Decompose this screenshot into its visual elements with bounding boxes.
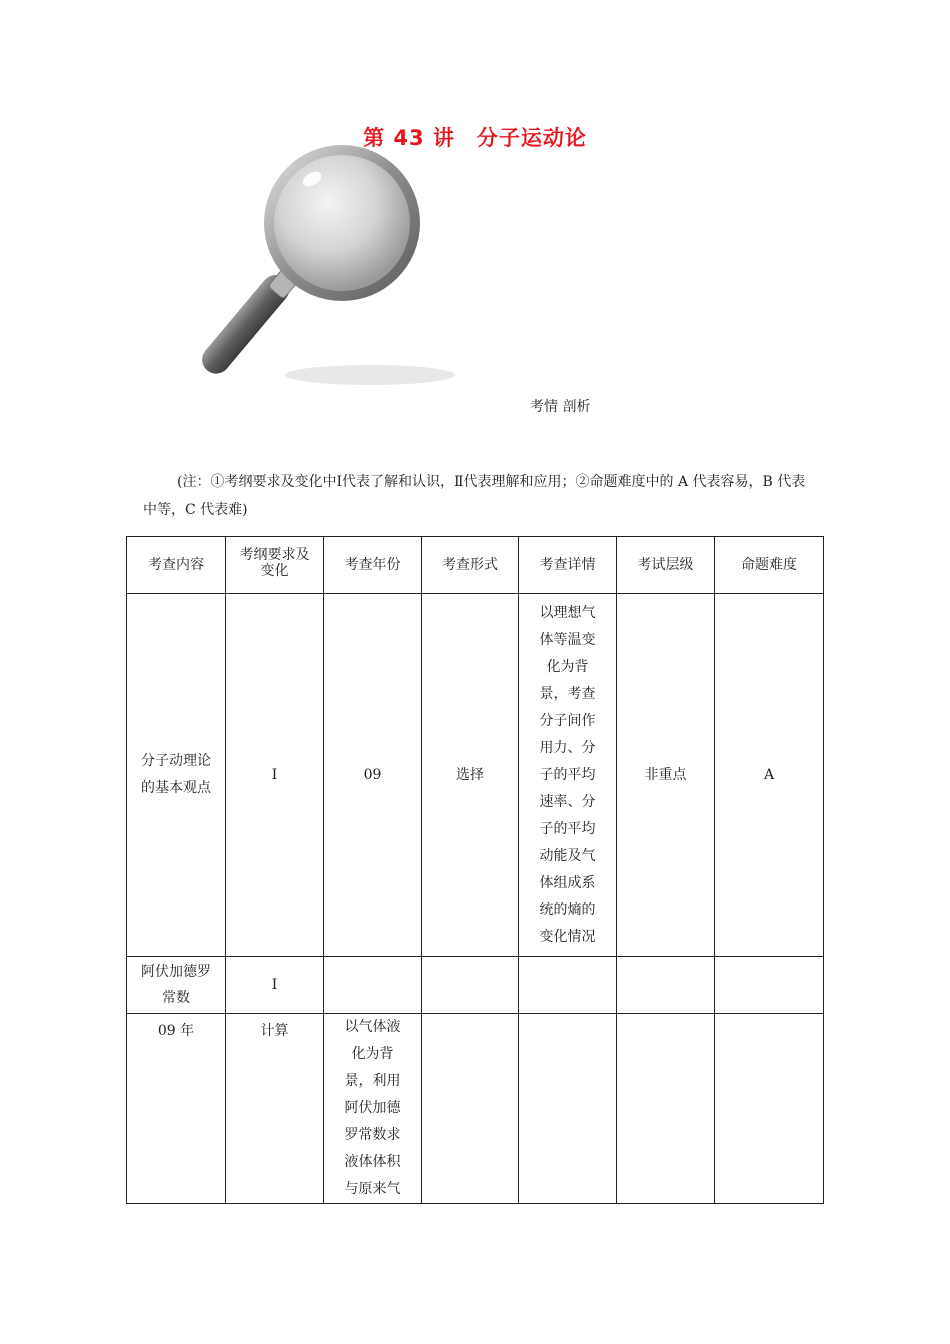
table-cell: 非重点 [617, 594, 715, 957]
table-cell: Ⅰ [226, 957, 324, 1014]
header-cell-text: 考纲要求及变化 [239, 546, 310, 579]
table-cell: 选择 [422, 594, 519, 957]
exam-analysis-table [126, 536, 824, 1204]
table-cell [422, 1014, 519, 1204]
page-title: 第 43 讲 分子运动论 [363, 126, 587, 150]
legend-note-text: (注：①考纲要求及变化中Ⅰ代表了解和认识，Ⅱ代表理解和应用；②命题难度中的 A 代表容易，B 代表中等，C 代表难) [143, 474, 806, 518]
table-cell [127, 594, 226, 957]
table-cell: 计算 [226, 1014, 324, 1204]
table-cell [519, 594, 617, 957]
table-row [127, 1014, 824, 1204]
header-cell: 考查详情 [519, 537, 617, 594]
table-cell [519, 1014, 617, 1204]
table-cell: 09 年 [127, 1014, 226, 1204]
cell-text: 以理想气体等温变化为背景，考查分子间作用力、分子的平均速率、分子的平均动能及气体组成系统的熵的变化情况 [539, 604, 596, 945]
table-cell [715, 1014, 824, 1204]
table-row [127, 957, 824, 1014]
header-cell: 考查形式 [422, 537, 519, 594]
cell-text: 以气体液化为背景，利用阿伏加德罗常数求液体体积与原来气 [344, 1019, 401, 1197]
header-cell: 考查内容 [127, 537, 226, 594]
table-cell [617, 957, 715, 1014]
table-cell [617, 1014, 715, 1204]
table-header-row [127, 537, 824, 594]
header-cell [226, 537, 324, 594]
cell-text: 分子动理论的基本观点 [141, 753, 211, 796]
legend-note [143, 468, 813, 524]
table-cell: 09 [324, 594, 422, 957]
header-cell: 考试层级 [617, 537, 715, 594]
cell-text: 阿伏加德罗常数 [141, 964, 211, 1006]
table-cell [127, 957, 226, 1014]
table-cell: A [715, 594, 824, 957]
section-subtitle: 考情 剖析 [530, 399, 591, 415]
table-cell [715, 957, 824, 1014]
magnifier-icon [170, 145, 460, 399]
header-cell: 命题难度 [715, 537, 824, 594]
table-cell [324, 1014, 422, 1204]
table-cell [422, 957, 519, 1014]
table-row [127, 594, 824, 957]
table-cell [519, 957, 617, 1014]
table-cell: Ⅰ [226, 594, 324, 957]
table-cell [324, 957, 422, 1014]
header-cell: 考查年份 [324, 537, 422, 594]
